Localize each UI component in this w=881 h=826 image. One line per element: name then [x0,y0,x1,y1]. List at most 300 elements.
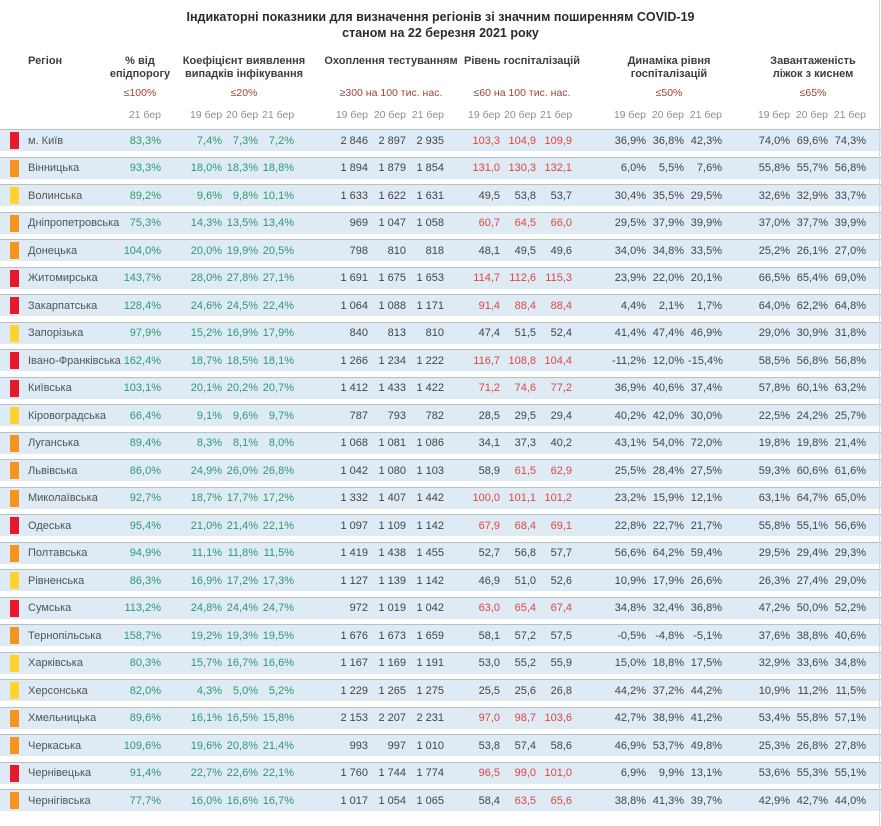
bed-value: 29,3% [834,547,866,559]
region-status-marker [10,737,19,754]
bed-value: 74,0% [758,134,790,147]
coef-value: 20,2% [226,382,258,394]
hosp-value: 101,2 [544,492,572,504]
hosp-value: 46,9 [478,574,500,587]
test-value: 1 047 [378,217,406,229]
region-column-header: Регіон [28,55,63,67]
header-dates-row [0,109,881,121]
header-group-row [0,55,881,83]
bed-value: 52,2% [834,602,866,614]
coef-value: 24,7% [262,602,294,614]
dyn-value: 9,9% [658,767,684,779]
region-status-marker [10,270,19,287]
test-value: 1 019 [378,602,406,614]
region-name: Херсонська [28,684,88,697]
bed-value: 69,0% [834,272,866,284]
dyn-value: 38,9% [652,712,684,724]
dyn-value: 37,2% [652,684,684,697]
column-group-label: Рівень госпіталізацій [464,55,580,67]
region-cell [0,380,115,397]
dyn-value: 22,8% [614,519,646,532]
hosp-value: 65,4 [514,602,536,614]
hosp-value: 68,4 [514,519,536,532]
dyn-value: 46,9% [614,739,646,752]
region-status-marker [10,682,19,699]
test-value: 1 265 [378,684,406,697]
dyn-value: 30,4% [614,189,646,202]
dyn-value: 4,4% [620,299,646,312]
dyn-value: 35,5% [652,189,684,202]
test-value: 1 103 [416,464,444,477]
test-value: 2 153 [340,712,368,724]
epid-value: 86,3% [129,574,161,587]
region-cell [0,297,115,314]
dyn-value: 36,8% [690,602,722,614]
coef-value: 21,4% [226,519,258,532]
region-name: Тернопільська [28,629,102,642]
bed-value: 25,2% [758,244,790,257]
test-value: 1 086 [416,437,444,449]
column-group-label: Динаміка рівня госпіталізацій [627,55,711,80]
test-value: 1 167 [340,657,368,669]
test-value: 787 [349,409,368,422]
dyn-value: 21,7% [690,519,722,532]
dyn-value: 17,9% [652,574,684,587]
region-status-marker [10,655,19,672]
region-status-marker [10,462,19,479]
dyn-value: 44,2% [690,684,722,697]
hosp-value: 66,0 [550,217,572,229]
coef-value: 5,2% [268,684,294,697]
hosp-value: 64,5 [514,217,536,229]
test-value: 1 222 [416,354,444,367]
dyn-value: 39,7% [690,794,722,807]
coef-value: 8,0% [268,437,294,449]
coef-value: 16,1% [190,712,222,724]
test-value: 1 109 [378,519,406,532]
hosp-value: 34,1 [478,437,500,449]
dyn-value: 2,1% [658,299,684,312]
coef-value: 10,1% [262,189,294,202]
hosp-value: 96,5 [478,767,500,779]
hosp-value: 67,9 [478,519,500,532]
dyn-value: 23,9% [614,272,646,284]
bed-value: 30,9% [796,327,828,339]
test-value: 1 169 [378,657,406,669]
test-value: 969 [349,217,368,229]
hosp-value: 67,4 [550,602,572,614]
coef-value: 13,5% [226,217,258,229]
hosp-value: 58,9 [478,464,500,477]
test-value: 810 [387,244,406,257]
bed-value: 32,6% [758,189,790,202]
hosp-value: 101,1 [508,492,536,504]
bed-value: 29,0% [834,574,866,587]
column-group-label: Охоплення тестуванням [324,55,458,67]
coef-value: 20,0% [190,244,222,257]
bed-value: 10,9% [758,684,790,697]
hosp-value: 52,7 [478,547,500,559]
hosp-value: 49,5 [514,244,536,257]
test-value: 818 [425,244,444,257]
coef-value: 28,0% [190,272,222,284]
bed-value: 27,4% [796,574,828,587]
coef-value: 5,0% [232,684,258,697]
dyn-value: 36,9% [614,382,646,394]
date-label: 20 бер [651,109,684,121]
hosp-value: 51,0 [514,574,536,587]
dyn-value: 72,0% [690,437,722,449]
coef-value: 4,3% [196,684,222,697]
coef-value: 21,4% [262,739,294,752]
test-value: 1 042 [340,464,368,477]
date-label: 20 бер [504,109,537,121]
dyn-value: 40,2% [614,409,646,422]
bed-value: 44,0% [834,794,866,807]
epid-value: 143,7% [123,272,161,284]
coef-value: 24,6% [190,299,222,312]
epid-value: 103,1% [123,382,161,394]
dyn-value: 34,0% [614,244,646,257]
bed-value: 64,7% [796,492,828,504]
region-name: Дніпропетровська [28,217,120,229]
region-status-marker [10,297,19,314]
bed-value: 60,1% [796,382,828,394]
test-value: 1 171 [416,299,444,312]
dyn-value: 64,2% [652,547,684,559]
dyn-value: 34,8% [652,244,684,257]
coef-value: 22,4% [262,299,294,312]
hosp-value: 103,3 [472,134,500,147]
test-value: 1 412 [340,382,368,394]
hosp-value: 57,5 [550,629,572,642]
region-status-marker [10,600,19,617]
bed-value: 40,6% [834,629,866,642]
hosp-value: 53,8 [478,739,500,752]
table-row [0,212,881,234]
table-row [0,679,881,701]
date-label: 20 бер [226,109,259,121]
test-value: 2 231 [416,712,444,724]
bed-value: 56,6% [834,519,866,532]
epid-value: 83,3% [129,134,161,147]
test-value: 1 017 [340,794,368,807]
coef-value: 16,6% [226,794,258,807]
dyn-value: 29,5% [614,217,646,229]
region-name: Сумська [28,602,72,614]
test-value: 1 419 [340,547,368,559]
dyn-value: 20,1% [690,272,722,284]
bed-value: 58,5% [758,354,790,367]
region-cell [0,572,115,589]
hosp-value: 37,3 [514,437,536,449]
test-value: 798 [349,244,368,257]
bed-value: 11,2% [797,684,828,697]
coef-value: 16,5% [226,712,258,724]
table-row [0,404,881,426]
hosp-value: 53,0 [478,657,500,669]
coef-value: 7,4% [196,134,222,147]
table-row [0,294,881,316]
test-value: 2 846 [340,134,368,147]
dyn-value: 25,5% [614,464,646,477]
report-title-line2: станом на 22 березня 2021 року [342,26,539,40]
epid-value: 113,2% [124,602,161,614]
test-value: 1 631 [416,189,444,202]
report-title [0,0,881,41]
test-value: 840 [349,327,368,339]
test-value: 1 266 [340,354,368,367]
region-cell [0,242,115,259]
region-status-marker [10,242,19,259]
threshold-label: ≤50% [655,87,683,99]
hosp-value: 58,6 [550,739,572,752]
hosp-value: 91,4 [478,299,500,312]
bed-value: 74,3% [834,134,866,147]
coef-value: 22,1% [262,767,294,779]
hosp-value: 77,2 [550,382,572,394]
bed-value: 53,6% [758,767,790,779]
hosp-value: 51,5 [514,327,536,339]
dyn-value: 41,2% [690,712,722,724]
test-value: 1 653 [416,272,444,284]
dyn-value: 38,8% [614,794,646,807]
bed-value: 26,1% [796,244,828,257]
bed-value: 59,3% [758,464,790,477]
regions-table-body [0,129,881,811]
bed-value: 55,8% [758,162,790,174]
hosp-value: 57,7 [550,547,572,559]
bed-value: 19,8% [796,437,828,449]
hosp-value: 53,7 [550,189,572,202]
dyn-value: 15,0% [614,657,646,669]
test-value: 1 879 [378,162,406,174]
table-row [0,707,881,729]
region-cell [0,435,115,452]
region-cell [0,325,115,342]
test-value: 1 068 [340,437,368,449]
bed-value: 69,6% [796,134,828,147]
dyn-value: 33,5% [690,244,722,257]
coef-value: 20,5% [262,244,294,257]
coef-value: 17,2% [226,574,258,587]
epid-value: 93,3% [129,162,161,174]
region-name: Миколаївська [28,492,98,504]
coef-value: 19,2% [190,629,222,642]
table-row [0,432,881,454]
bed-value: 62,2% [796,299,828,312]
epid-value: 162,4% [123,354,161,367]
region-name: Івано-Франківська [28,354,121,367]
test-value: 1 622 [378,189,406,202]
epid-value: 89,6% [129,712,161,724]
test-value: 993 [349,739,368,752]
region-status-marker [10,490,19,507]
region-name: Луганська [28,437,80,449]
hosp-value: 114,7 [473,272,500,284]
bed-value: 56,8% [834,354,866,367]
region-name: Вінницька [28,162,80,174]
epid-value: 104,0% [123,244,161,257]
test-value: 1 127 [340,574,368,587]
test-value: 1 332 [340,492,368,504]
date-label: 20 бер [795,109,828,121]
test-value: 972 [349,602,368,614]
test-value: 1 691 [340,272,368,284]
hosp-value: 26,8 [550,684,572,697]
date-label: 21 бер [540,109,573,121]
dyn-value: 6,9% [620,767,646,779]
test-value: 782 [425,409,444,422]
column-group-label: % від епідпорогу [109,55,171,80]
epid-value: 66,4% [129,409,161,422]
coef-value: 18,7% [190,354,222,367]
dyn-value: 36,8% [652,134,684,147]
dyn-value: 59,4% [690,547,722,559]
region-cell [0,187,115,204]
coef-value: 16,7% [226,657,258,669]
dyn-value: 28,4% [652,464,684,477]
table-row [0,239,881,261]
dyn-value: 15,9% [652,492,684,504]
bed-value: 33,7% [834,189,866,202]
hosp-value: 63,5 [514,794,536,807]
bed-value: 37,6% [758,629,790,642]
epid-value: 109,6% [123,739,161,752]
test-value: 1 438 [378,547,406,559]
test-value: 1 234 [378,354,406,367]
hosp-value: 103,6 [544,712,572,724]
hosp-value: 61,5 [514,464,536,477]
test-value: 1 042 [416,602,444,614]
bed-value: 32,9% [796,189,828,202]
date-label: 19 бер [335,109,368,121]
coef-value: 9,6% [196,189,222,202]
region-name: Харківська [28,657,83,669]
region-name: Хмельницька [28,712,97,724]
region-cell [0,462,115,479]
dyn-value: 42,0% [652,409,684,422]
dyn-value: 17,5% [690,657,722,669]
test-value: 1 422 [416,382,444,394]
bed-value: 64,0% [758,299,790,312]
dyn-value: 41,4% [614,327,646,339]
hosp-value: 69,1 [550,519,572,532]
dyn-value: 26,6% [690,574,722,587]
coef-value: 15,7% [190,657,222,669]
hosp-value: 108,8 [508,354,536,367]
region-status-marker [10,792,19,809]
test-value: 1 275 [416,684,444,697]
region-cell [0,352,121,369]
region-cell [0,545,115,562]
region-cell [0,160,115,177]
date-label: 21 бер [411,109,444,121]
test-value: 1 139 [378,574,406,587]
dyn-value: 10,9% [614,574,646,587]
hosp-value: 57,4 [514,739,536,752]
region-status-marker [10,710,19,727]
dyn-value: 36,9% [614,134,646,147]
hosp-value: 55,2 [514,657,536,669]
region-cell [0,132,115,149]
header-threshold-row [0,87,881,99]
test-value: 1 854 [416,162,444,174]
table-row [0,157,881,179]
coef-value: 18,3% [226,162,258,174]
table-row [0,129,881,151]
hosp-value: 71,2 [478,382,500,394]
epid-value: 89,4% [129,437,161,449]
bed-value: 39,9% [834,217,866,229]
bed-value: 27,8% [834,739,866,752]
test-value: 1 676 [340,629,368,642]
bed-value: 33,6% [796,657,828,669]
date-label: 21 бер [689,109,722,121]
hosp-value: 132,1 [544,162,572,174]
bed-value: 65,4% [796,272,828,284]
coef-value: 9,8% [232,189,258,202]
region-name: Запорізька [28,327,84,339]
dyn-value: 42,7% [614,712,646,724]
bed-value: 65,0% [834,492,866,504]
test-value: 1 673 [378,629,406,642]
table-row [0,487,881,509]
coef-value: 22,6% [226,767,258,779]
coef-value: 16,9% [226,327,258,339]
dyn-value: 32,4% [652,602,684,614]
dyn-value: 13,1% [690,767,722,779]
coef-value: 22,7% [190,767,222,779]
dyn-value: 49,8% [690,739,722,752]
bed-value: 38,8% [796,629,828,642]
coef-value: 20,1% [190,382,222,394]
dyn-value: 29,5% [690,189,722,202]
dyn-value: -5,1% [693,629,722,642]
epid-value: 75,3% [129,217,161,229]
bed-value: 57,8% [758,382,790,394]
coef-value: 9,7% [268,409,294,422]
region-cell [0,490,115,507]
bed-value: 25,3% [758,739,790,752]
dyn-value: -15,4% [688,354,723,367]
region-status-marker [10,160,19,177]
hosp-value: 25,6 [514,684,536,697]
bed-value: 56,8% [796,354,828,367]
dyn-value: 40,6% [652,382,684,394]
hosp-value: 131,0 [472,162,500,174]
hosp-value: 58,4 [478,794,500,807]
dyn-value: 27,5% [690,464,722,477]
dyn-value: 43,1% [614,437,646,449]
bed-value: 61,6% [834,464,866,477]
test-value: 1 760 [340,767,368,779]
dyn-value: 46,9% [690,327,722,339]
region-status-marker [10,187,19,204]
coef-value: 11,5% [263,547,294,559]
test-value: 1 744 [378,767,406,779]
dyn-value: 6,0% [620,162,646,174]
test-value: 2 207 [378,712,406,724]
region-name: Львівська [28,464,78,477]
bed-value: 19,8% [758,437,790,449]
hosp-value: 49,5 [478,189,500,202]
hosp-value: 109,9 [544,134,572,147]
bed-value: 37,0% [758,217,790,229]
hosp-value: 53,8 [514,189,536,202]
column-group-label: Завантаженість ліжок з киснем [770,55,856,80]
coef-value: 7,3% [232,134,258,147]
